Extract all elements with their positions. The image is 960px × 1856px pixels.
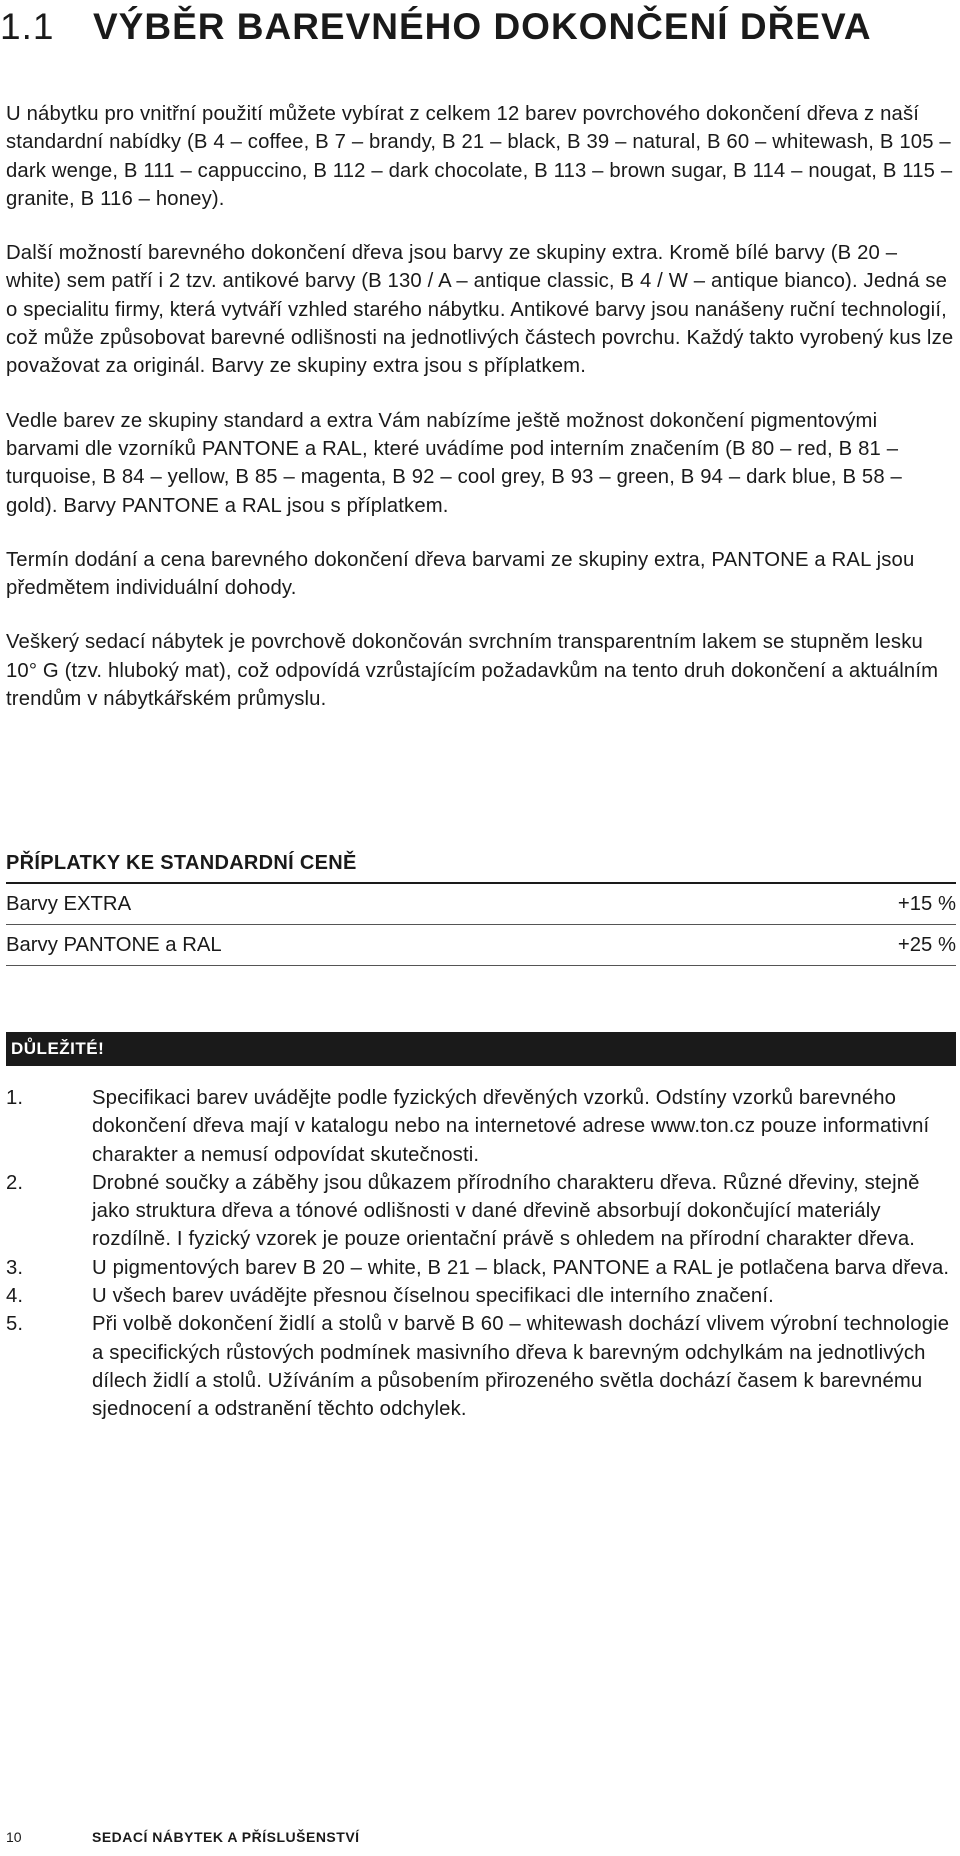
page-footer <box>6 1828 956 1846</box>
list-item-number: 3. <box>6 1256 24 1279</box>
list-item-text: Drobné součky a záběhy jsou důkazem přírodního charakteru dřeva. Různé dřeviny, stejně jako struktura dřeva a tónové odlišnosti v dané dřevině absorbují dokončující materiály rozdílně. I fyzický vzorek je pouze orientační právě s ohledem na přírodní charakter dřeva. <box>92 1171 920 1251</box>
surcharge-row <box>6 925 956 966</box>
paragraph-extra-colors: Další možností barevného dokončení dřeva jsou barvy ze skupiny extra. Kromě bílé barvy (B 20 – white) sem patří i 2 tzv. antikové barvy (B 130 / A – antique classic, B 4 / W – antique bianco). Jedná se o specialitu firmy, která vytváří vzhled starého nábytku. Antikové barvy jsou nanášeny ruční technologií, což může způsobovat barevné odlišnosti na jednotlivých částech povrchu. Každý takto vyrobený kus lze považovat za originál. Barvy ze skupiny extra jsou s příplatkem. <box>6 242 954 378</box>
surcharge-label: Barvy EXTRA <box>6 892 132 915</box>
list-item <box>6 1254 956 1282</box>
important-title: DŮLEŽITÉ! <box>6 1032 956 1066</box>
list-item <box>6 1169 956 1254</box>
list-item-number: 2. <box>6 1171 24 1194</box>
list-item <box>6 1310 956 1423</box>
list-item-text: Specifikaci barev uvádějte podle fyzických dřevěných vzorků. Odstíny vzorků barevného dokončení dřeva mají v katalogu nebo na internetové adrese www.ton.cz pouze informativní charakter a nemusí odpovídat skutečnosti. <box>92 1087 930 1166</box>
important-section <box>6 1032 956 1424</box>
page-number: 10 <box>6 1829 22 1845</box>
surcharge-title: PŘÍPLATKY KE STANDARDNÍ CENĚ <box>6 850 956 884</box>
list-item-number: 1. <box>6 1087 24 1109</box>
list-item-text: U všech barev uvádějte přesnou číselnou specifikaci dle interního značení. <box>92 1285 774 1308</box>
list-item <box>6 1282 956 1310</box>
body-text <box>6 100 956 739</box>
surcharge-row <box>6 884 956 925</box>
list-item <box>6 1084 956 1169</box>
surcharge-label: Barvy PANTONE a RAL <box>6 933 222 956</box>
paragraph-standard-colors: U nábytku pro vnitřní použití můžete vybírat z celkem 12 barev povrchového dokončení dřeva z naší standardní nabídky (B 4 – coffee, B 7 – brandy, B 21 – black, B 39 – natural, B 60 – whitewash, B 105 – dark wenge, B 111 – cappuccino, B 112 – dark chocolate, B 113 – brown sugar, B 114 – nougat, B 115 – granite, B 116 – honey). <box>6 103 953 210</box>
section-title: VÝBĚR BAREVNÉHO DOKONČENÍ DŘEVA <box>93 6 872 47</box>
surcharge-table <box>6 850 956 966</box>
surcharge-value: +25 % <box>897 933 956 956</box>
list-item-number: 4. <box>6 1285 24 1308</box>
paragraph-pantone-ral: Vedle barev ze skupiny standard a extra Vám nabízíme ještě možnost dokončení pigmentovými barvami dle vzorníků PANTONE a RAL, které uvádíme pod interním značením (B 80 – red, B 81 – turquoise, B 84 – yellow, B 85 – magenta, B 92 – cool grey, B 93 – green, B 94 – dark blue, B 58 – gold). Barvy PANTONE a RAL jsou s příplatkem. <box>6 409 902 517</box>
surcharge-value: +15 % <box>897 892 956 915</box>
paragraph-lacquer: Veškerý sedací nábytek je povrchově dokončován svrchním transparentním lakem se stupněm lesku 10° G (tzv. hluboký mat), což odpovídá vzrůstajícím požadavkům na tento druh dokončení a aktuálním trendům v nábytkářském průmyslu. <box>6 631 939 711</box>
footer-title: SEDACÍ NÁBYTEK A PŘÍSLUŠENSTVÍ <box>92 1829 360 1845</box>
list-item-text: Při volbě dokončení židlí a stolů v barvě B 60 – whitewash dochází vlivem výrobní technologie a specifických růstových podmínek masivního dřeva k barevným odchylkám na jednotlivých dílech židlí a stolů. Užíváním a působením přirozeného světla dochází časem k barevnému sjednocení a odstranění těchto odchylek. <box>92 1313 950 1421</box>
section-heading <box>0 4 960 50</box>
list-item-text: U pigmentových barev B 20 – white, B 21 – black, PANTONE a RAL je potlačena barva dřeva. <box>92 1256 950 1279</box>
paragraph-delivery-terms: Termín dodání a cena barevného dokončení dřeva barvami ze skupiny extra, PANTONE a RAL jsou předmětem individuální dohody. <box>6 548 915 600</box>
section-number: 1.1 <box>0 6 55 47</box>
list-item-number: 5. <box>6 1313 24 1336</box>
important-list <box>6 1084 956 1424</box>
